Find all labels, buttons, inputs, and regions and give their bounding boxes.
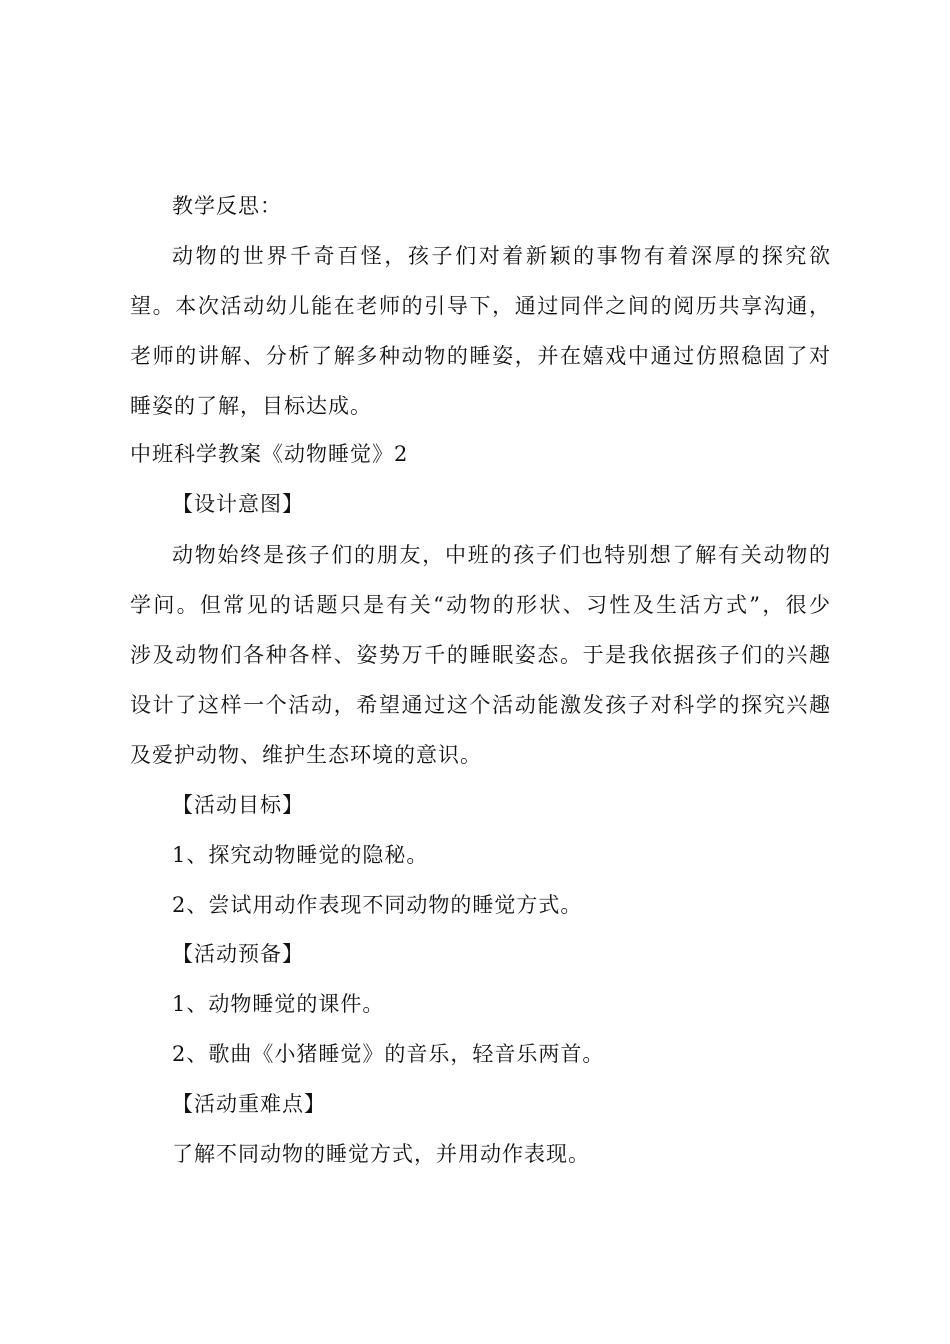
reflection-line-2: 望。本次活动幼儿能在老师的引导下，通过同伴之间的阅历共享沟通， [130,294,830,318]
goals-heading: 【活动目标】 [172,793,304,817]
goal-item-1: 1、探究动物睡觉的隐秘。 [172,843,429,867]
design-line-3: 涉及动物们各种各样、姿势万千的睡眠姿态。于是我依据孩子们的兴趣 [130,643,830,667]
key-heading: 【活动重难点】 [172,1092,326,1116]
reflection-line-3: 老师的讲解、分析了解多种动物的睡姿，并在嬉戏中通过仿照稳固了对 [130,344,830,368]
reflection-line-4: 睡姿的了解，目标达成。 [130,394,372,418]
key-text: 了解不同动物的睡觉方式，并用动作表现。 [172,1142,590,1166]
design-line-5: 及爱护动物、维护生态环境的意识。 [130,743,482,767]
design-heading: 【设计意图】 [172,492,304,516]
design-line-1: 动物始终是孩子们的朋友，中班的孩子们也特别想了解有关动物的 [172,543,830,567]
reflection-line-1: 动物的世界千奇百怪，孩子们对着新颖的事物有着深厚的探究欲 [172,244,830,268]
lesson-title: 中班科学教案《动物睡觉》2 [130,442,409,466]
prep-item-2: 2、歌曲《小猪睡觉》的音乐，轻音乐两首。 [172,1042,605,1066]
prep-item-1: 1、动物睡觉的课件。 [172,992,385,1016]
reflection-heading: 教学反思： [172,194,282,218]
prep-heading: 【活动预备】 [172,942,304,966]
goal-item-2: 2、尝试用动作表现不同动物的睡觉方式。 [172,893,583,917]
design-line-4: 设计了这样一个活动，希望通过这个活动能激发孩子对科学的探究兴趣 [130,693,830,717]
design-line-2: 学问。但常见的话题只是有关“动物的形状、习性及生活方式”，很少 [130,593,830,617]
